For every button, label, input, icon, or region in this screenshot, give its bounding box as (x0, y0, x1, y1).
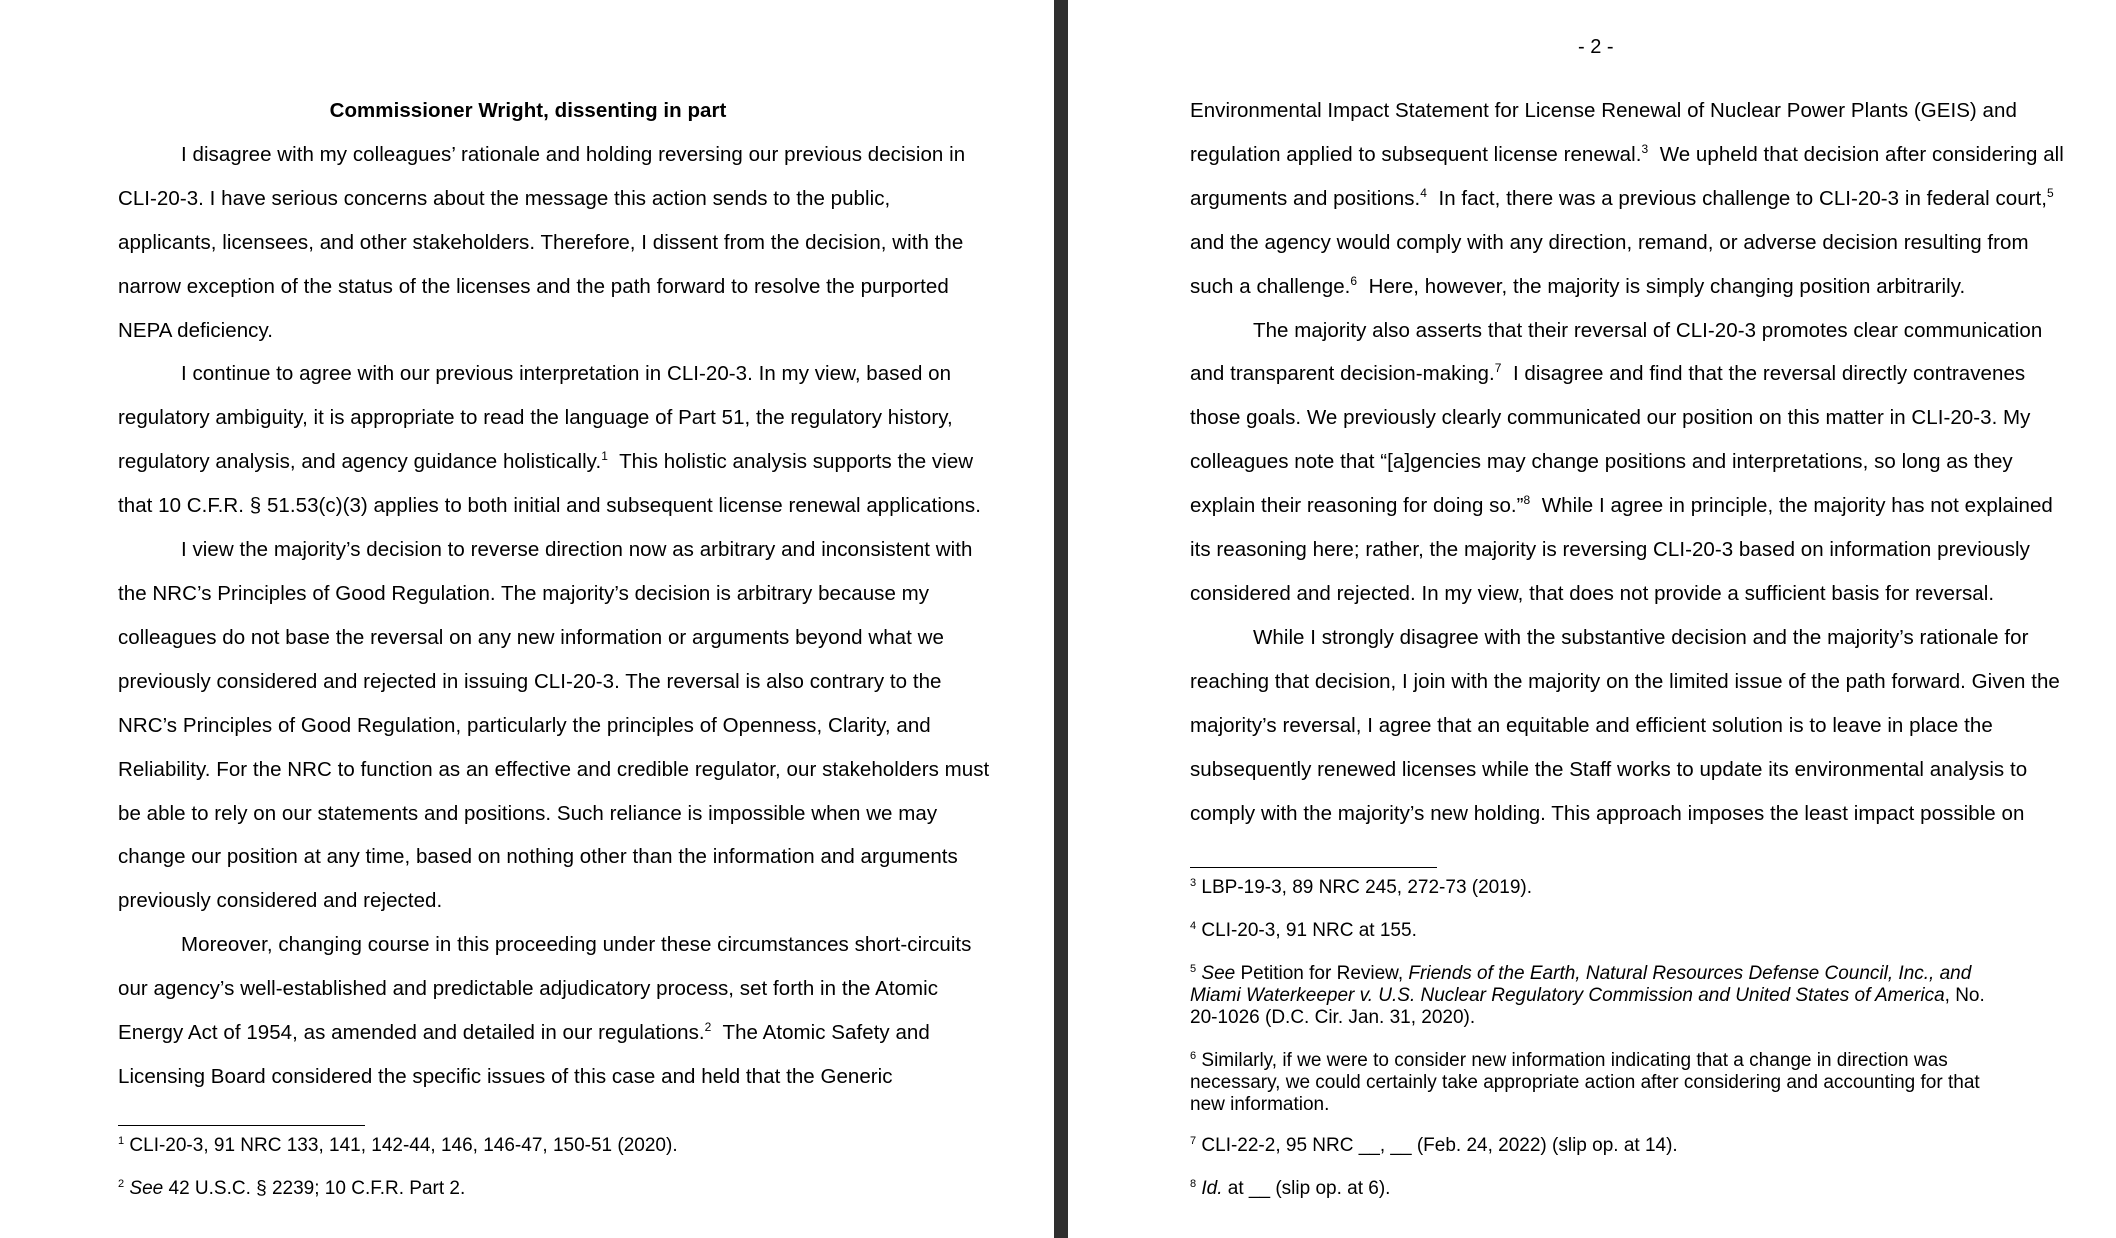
text-line: previously considered and rejected. (118, 889, 443, 913)
paragraph (118, 352, 981, 528)
text-line: Environmental Impact Statement for License Renewal of Nuclear Power Plants (GEIS) and (1190, 99, 2017, 122)
footnote-5 (1190, 963, 2010, 1029)
text-line: reaching that decision, I join with the majority on the limited issue of the path forward. Given the (1190, 669, 2060, 693)
text-line: its reasoning here; rather, the majority is reversing CLI-20-3 based on information previously (1190, 538, 2030, 562)
text-line (1190, 484, 2090, 528)
document-page-left (0, 0, 1054, 1238)
footnote-separator (1190, 867, 1437, 868)
text-segment: The Atomic Safety and (711, 1021, 930, 1045)
text-line: I disagree with my colleagues’ rationale and holding reversing our previous decision in (181, 142, 966, 166)
text-line: Reliability. For the NRC to function as an effective and credible regulator, our stakeholders must (118, 757, 990, 781)
text-line (118, 440, 974, 484)
footnote-signal: See (1201, 963, 1236, 984)
text-line: While I strongly disagree with the substantive decision and the majority’s rationale for (1253, 625, 2029, 649)
text-line: regulatory ambiguity, it is appropriate to read the language of Part 51, the regulatory history, (118, 406, 953, 430)
footnote-ref[interactable]: 4 (1420, 185, 1427, 200)
text-segment: Energy Act of 1954, as amended and detailed in our regulations. (118, 1021, 705, 1045)
footnote-signal: Id. (1201, 1178, 1223, 1199)
paragraph (118, 528, 990, 923)
footnote-text: LBP-19-3, 89 NRC 245, 272-73 (2019). (1201, 877, 1532, 898)
paragraph (1190, 309, 2090, 616)
right-page-body (1190, 89, 2090, 835)
footnote-ref[interactable]: 2 (704, 1020, 712, 1035)
footnote-ref[interactable]: 3 (1641, 141, 1649, 156)
document-page-right (1068, 0, 2116, 1238)
footnote-text: 42 U.S.C. § 2239; 10 C.F.R. Part 2. (163, 1178, 466, 1199)
text-line: comply with the majority’s new holding. This approach imposes the least impact possible on (1190, 801, 2025, 825)
page-number: - 2 - (1578, 36, 1614, 58)
text-line: CLI-20-3. I have serious concerns about the message this action sends to the public, (118, 186, 891, 210)
footnote-7 (1190, 1135, 1678, 1157)
footnote-text: CLI-22-2, 95 NRC __, __ (Feb. 24, 2022) (slip op. at 14). (1201, 1135, 1678, 1156)
text-segment: regulation applied to subsequent license renewal. (1190, 142, 1642, 166)
text-line: previously considered and rejected in issuing CLI-20-3. The reversal is also contrary to the (118, 669, 942, 693)
footnote-ref[interactable]: 7 (1494, 361, 1502, 376)
footnote-number: 5 (1190, 963, 1197, 975)
text-line: colleagues do not base the reversal on any new information or arguments beyond what we (118, 625, 944, 649)
text-line (118, 1011, 938, 1055)
paragraph (118, 923, 972, 1099)
text-line: narrow exception of the status of the licenses and the path forward to resolve the purported (118, 274, 949, 298)
footnote-6 (1190, 1050, 2010, 1116)
footnote-text: Similarly, if we were to consider new information indicating that a change in direction was necessary, we could certainly take appropriate action after considering and accounting for that new information. (1190, 1050, 1980, 1115)
text-line: Moreover, changing course in this proceeding under these circumstances short-circuits (181, 933, 972, 957)
text-segment: such a challenge. (1190, 274, 1351, 298)
text-line: that 10 C.F.R. § 51.53(c)(3) applies to both initial and subsequent license renewal applications. (118, 494, 981, 518)
footnote-text: , No. 20-1026 (D.C. Cir. Jan. 31, 2020). (1190, 985, 1985, 1028)
text-line (1190, 265, 2090, 309)
text-line (1190, 352, 2090, 396)
footnote-signal: See (129, 1178, 164, 1199)
text-line (1190, 133, 2090, 177)
paragraph (1190, 89, 2090, 309)
text-segment: Here, however, the majority is simply changing position arbitrarily. (1357, 274, 1966, 298)
text-line: our agency’s well-established and predictable adjudicatory process, set forth in the Atomic (118, 977, 939, 1001)
text-line: change our position at any time, based on nothing other than the information and arguments (118, 845, 958, 869)
footnote-8 (1190, 1178, 1390, 1200)
footnote-number: 1 (118, 1135, 125, 1147)
text-line: I view the majority’s decision to reverse direction now as arbitrary and inconsistent with (181, 538, 973, 562)
footnote-2 (118, 1178, 465, 1200)
text-segment: This holistic analysis supports the view (607, 450, 974, 474)
footnote-3 (1190, 877, 1532, 899)
paragraph (118, 133, 966, 353)
footnote-number: 7 (1190, 1135, 1197, 1147)
text-line: applicants, licensees, and other stakeholders. Therefore, I dissent from the decision, with the (118, 230, 964, 254)
left-page-body (118, 89, 990, 1099)
footnote-text: Petition for Review, (1235, 963, 1409, 984)
footnote-text: CLI-20-3, 91 NRC 133, 141, 142-44, 146, 146-47, 150-51 (2020). (129, 1135, 678, 1156)
text-segment: arguments and positions. (1190, 186, 1421, 210)
footnote-1 (118, 1135, 678, 1157)
footnote-separator (118, 1125, 365, 1126)
text-line: and the agency would comply with any direction, remand, or adverse decision resulting from (1190, 230, 2029, 254)
footnote-ref[interactable]: 6 (1350, 273, 1358, 288)
page-divider (1054, 0, 1068, 1238)
text-line: NEPA deficiency. (118, 318, 274, 342)
text-line: The majority also asserts that their reversal of CLI-20-3 promotes clear communication (1253, 318, 2043, 342)
footnote-text: at __ (slip op. at 6). (1222, 1178, 1391, 1199)
text-line: be able to rely on our statements and positions. Such reliance is impossible when we may (118, 801, 938, 825)
case-name: Friends of the Earth, Natural Resources Defense Council, Inc., and Miami Waterkeeper v. U.S. Nuclear Regulatory Commission and United States of America (1190, 963, 1972, 1006)
footnote-ref[interactable]: 8 (1523, 493, 1531, 508)
footnote-ref[interactable]: 1 (601, 449, 608, 464)
footnote-4 (1190, 920, 1417, 942)
text-line: the NRC’s Principles of Good Regulation. The majority’s decision is arbitrary because my (118, 581, 930, 605)
paragraph (1190, 616, 2090, 836)
text-segment: and transparent decision-making. (1190, 362, 1495, 386)
text-line: those goals. We previously clearly communicated our position on this matter in CLI-20-3. My (1190, 406, 2031, 430)
footnote-ref[interactable]: 5 (2047, 185, 2054, 200)
text-segment: regulatory analysis, and agency guidance holistically. (118, 450, 602, 474)
dissent-heading: Commissioner Wright, dissenting in part (329, 99, 727, 122)
text-line: Licensing Board considered the specific issues of this case and held that the Generic (118, 1064, 893, 1088)
text-segment: We upheld that decision after considering all (1648, 142, 2064, 166)
text-segment: explain their reasoning for doing so.” (1190, 494, 1524, 518)
text-line (1190, 177, 2090, 221)
text-line: subsequently renewed licenses while the Staff works to update its environmental analysis to (1190, 757, 2028, 781)
footnote-number: 4 (1190, 920, 1197, 932)
text-line: majority’s reversal, I agree that an equitable and efficient solution is to leave in place the (1190, 713, 1993, 737)
text-segment: I disagree and find that the reversal directly contravenes (1501, 362, 2026, 386)
footnote-text: CLI-20-3, 91 NRC at 155. (1201, 920, 1417, 941)
text-line: considered and rejected. In my view, that does not provide a sufficient basis for reversal. (1190, 581, 1995, 605)
footnote-number: 8 (1190, 1178, 1197, 1190)
footnote-number: 3 (1190, 877, 1197, 889)
text-line: colleagues note that “[a]gencies may change positions and interpretations, so long as they (1190, 450, 2013, 474)
text-line: NRC’s Principles of Good Regulation, particularly the principles of Openness, Clarity, and (118, 713, 931, 737)
footnote-number: 6 (1190, 1050, 1197, 1062)
text-segment: While I agree in principle, the majority has not explained (1530, 494, 2053, 518)
text-line: I continue to agree with our previous interpretation in CLI-20-3. In my view, based on (181, 362, 952, 386)
text-segment: In fact, there was a previous challenge to CLI-20-3 in federal court, (1427, 186, 2048, 210)
footnote-number: 2 (118, 1178, 125, 1190)
